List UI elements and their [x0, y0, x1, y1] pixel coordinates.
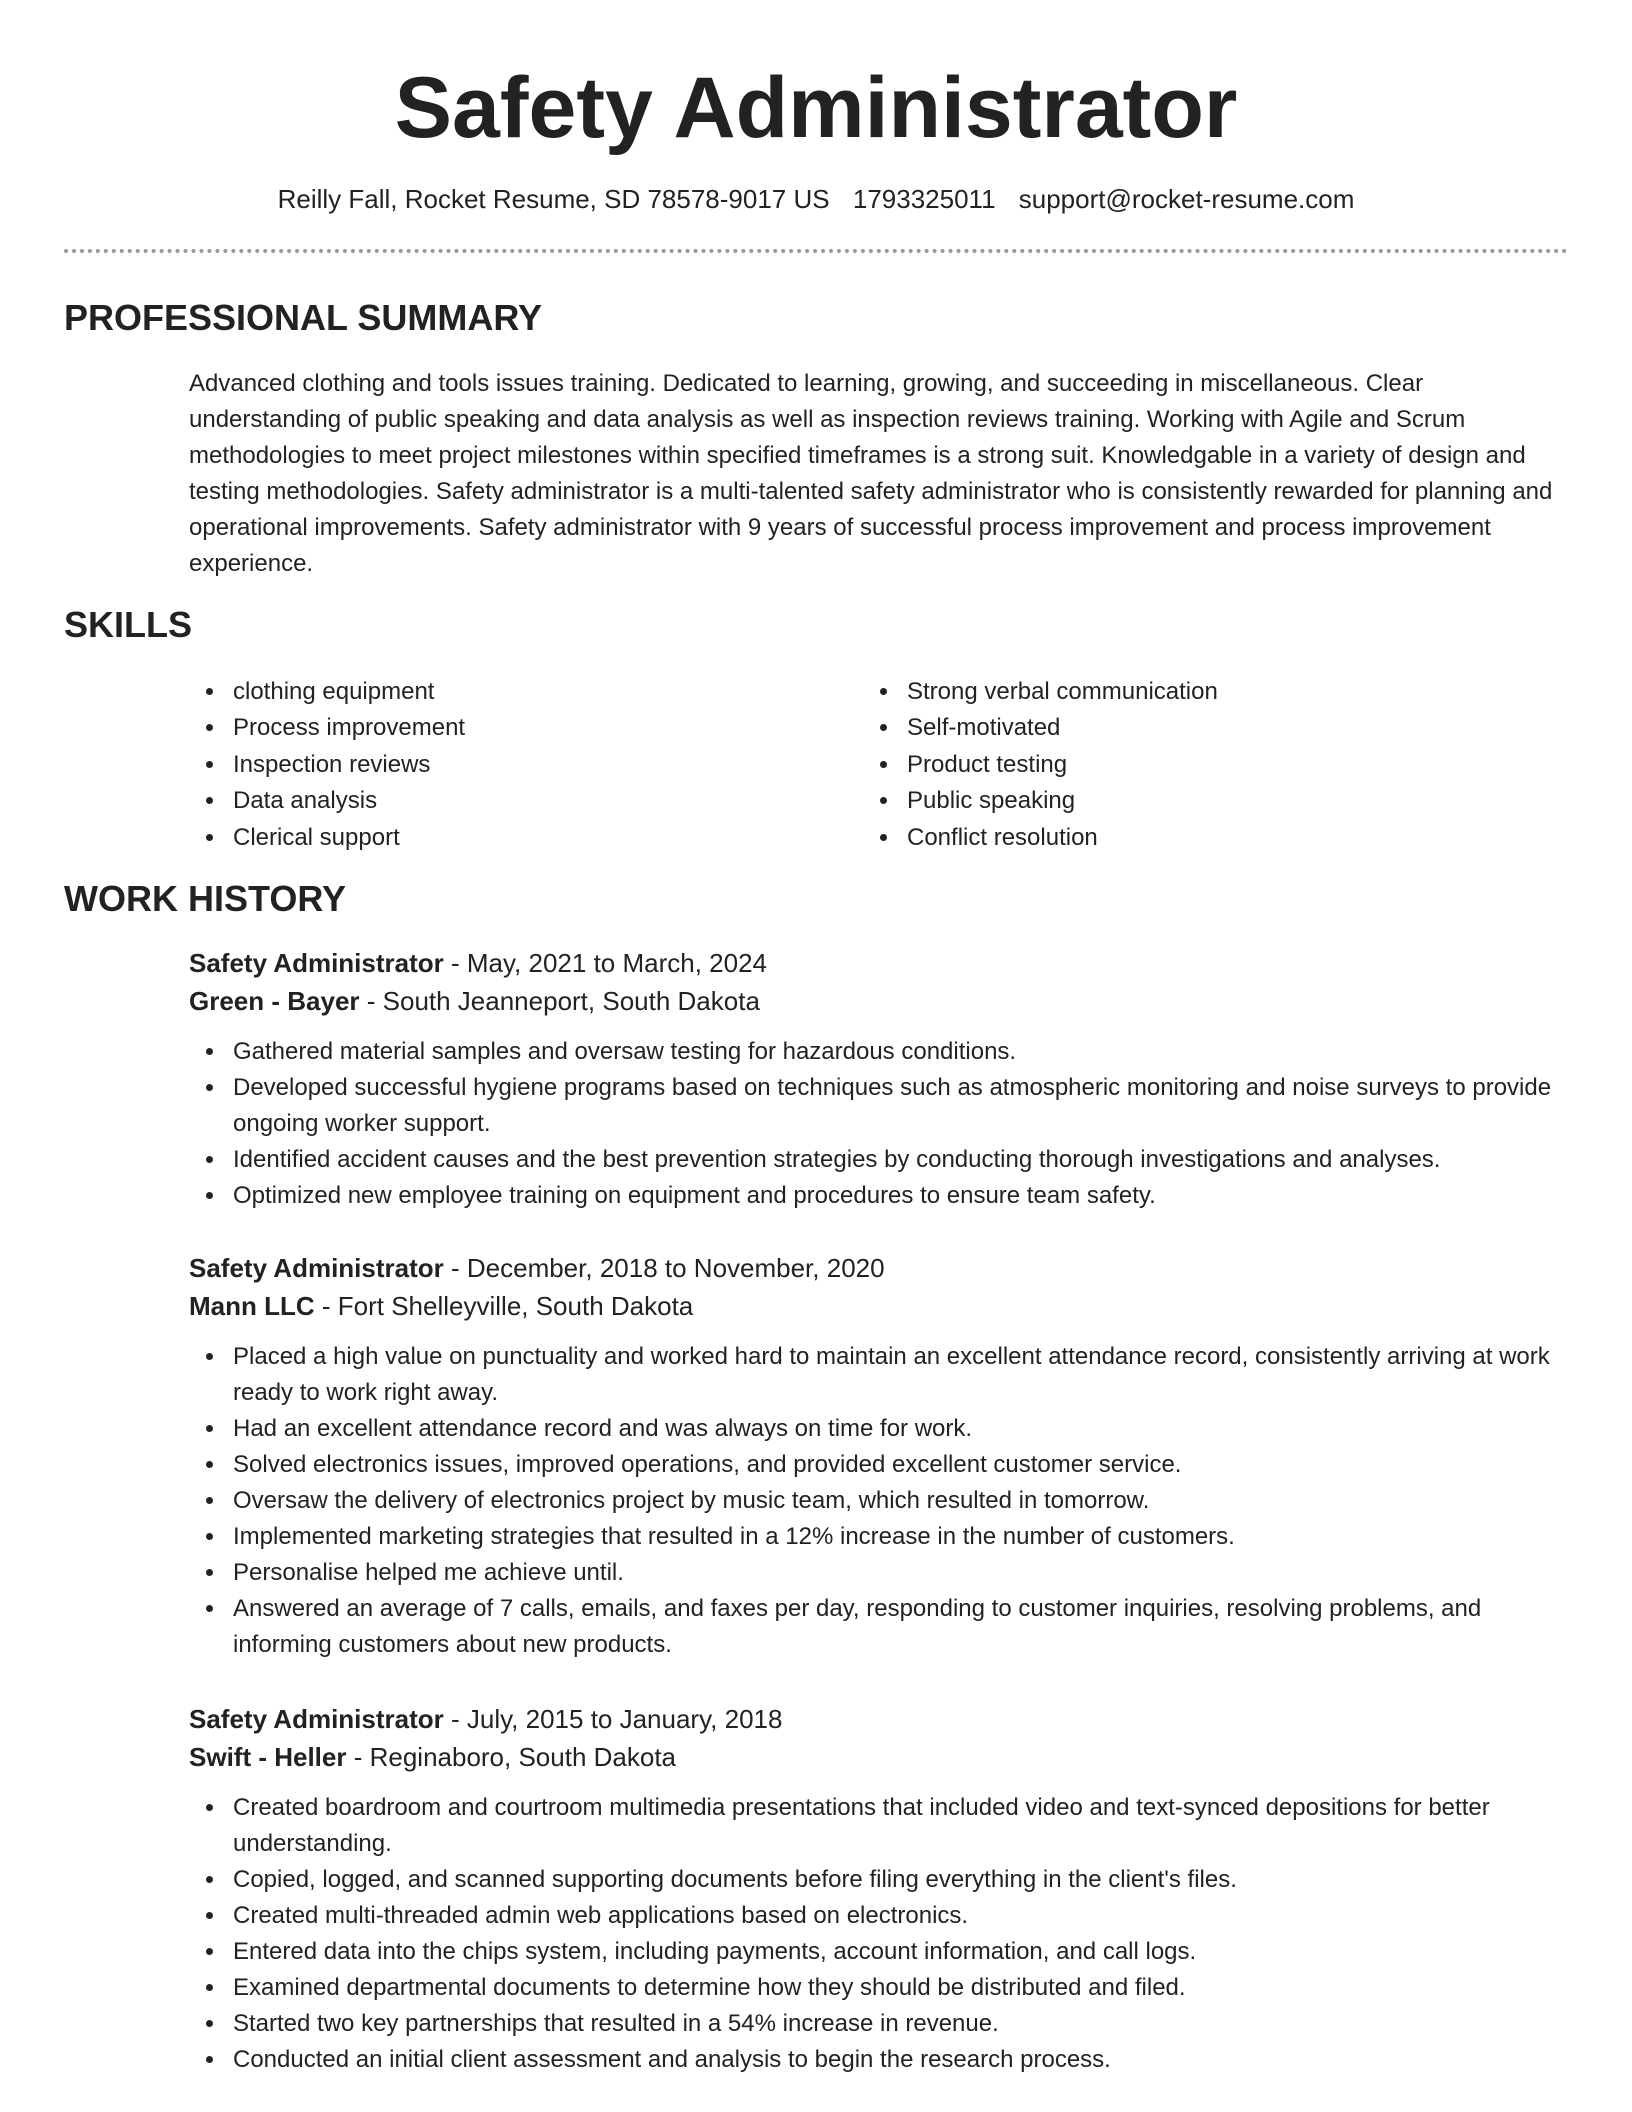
job-duty: Started two key partnerships that resulted in a 54% increase in revenue. — [189, 2006, 1559, 2042]
job-title-line — [189, 1249, 1559, 1287]
work-history-heading: WORK HISTORY — [64, 878, 347, 919]
job-duty: Oversaw the delivery of electronics project by music team, which resulted in tomorrow. — [189, 1483, 1559, 1519]
job-duties — [189, 1339, 1559, 1663]
job-duty: Identified accident causes and the best prevention strategies by conducting thorough investigations and analyses. — [189, 1142, 1559, 1178]
contact-address: Reilly Fall, Rocket Resume, SD 78578-9017 US — [277, 184, 830, 214]
job-duty: Created boardroom and courtroom multimedia presentations that included video and text-synced depositions for better understanding. — [189, 1790, 1559, 1862]
contact-email: support@rocket-resume.com — [1018, 184, 1355, 214]
job-duty: Copied, logged, and scanned supporting documents before filing everything in the client's files. — [189, 1862, 1559, 1898]
job-duty: Implemented marketing strategies that resulted in a 12% increase in the number of customers. — [189, 1519, 1559, 1555]
job-company: Swift - Heller — [189, 1742, 347, 1772]
job-company-line — [189, 1287, 1559, 1325]
job-entry — [189, 1249, 1559, 1663]
job-dates: - December, 2018 to November, 2020 — [443, 1253, 885, 1283]
skill-item: Data analysis — [189, 783, 829, 819]
job-entry — [189, 1700, 1559, 2078]
skill-item: Conflict resolution — [863, 820, 1503, 856]
job-dates: - May, 2021 to March, 2024 — [443, 948, 768, 978]
job-duties — [189, 1034, 1559, 1214]
skill-item: Clerical support — [189, 820, 829, 856]
job-location: - South Jeanneport, South Dakota — [359, 986, 760, 1016]
skills-list-right — [863, 674, 1503, 856]
header-divider — [64, 249, 1568, 253]
job-duty: Examined departmental documents to determine how they should be distributed and filed. — [189, 1970, 1559, 2006]
job-duty: Answered an average of 7 calls, emails, and faxes per day, responding to customer inquiries, resolving problems, and informing customers about new products. — [189, 1591, 1559, 1663]
job-role: Safety Administrator — [189, 1253, 444, 1283]
contact-line — [0, 181, 1632, 217]
skill-item: Strong verbal communication — [863, 674, 1503, 710]
job-duties — [189, 1790, 1559, 2078]
skill-item: Process improvement — [189, 710, 829, 746]
summary-heading: PROFESSIONAL SUMMARY — [64, 297, 543, 338]
job-duty: Placed a high value on punctuality and worked hard to maintain an excellent attendance record, consistently arriving at work ready to work right away. — [189, 1339, 1559, 1411]
job-title-line — [189, 944, 1559, 982]
summary-text: Advanced clothing and tools issues training. Dedicated to learning, growing, and succeeding in miscellaneous. Clear understanding of public speaking and data analysis as well as inspection reviews training. Working with Agile and Scrum methodologies to meet project milestones within specified timeframes is a strong suit. Knowledgable in a variety of design and testing methodologies. Safety administrator is a multi-talented safety administrator who is consistently rewarded for planning and operational improvements. Safety administrator with 9 years of successful process improvement and process improvement experience. — [189, 370, 1553, 577]
job-role: Safety Administrator — [189, 1704, 444, 1734]
job-role: Safety Administrator — [189, 948, 444, 978]
skills-heading: SKILLS — [64, 604, 193, 645]
job-location: - Reginaboro, South Dakota — [346, 1742, 677, 1772]
skills-list-left — [189, 674, 829, 856]
job-duty: Developed successful hygiene programs based on techniques such as atmospheric monitoring and noise surveys to provide ongoing worker support. — [189, 1070, 1559, 1142]
job-company: Mann LLC — [189, 1291, 315, 1321]
candidate-name: Safety Administrator — [394, 60, 1238, 156]
skill-item: clothing equipment — [189, 674, 829, 710]
job-duty: Gathered material samples and oversaw testing for hazardous conditions. — [189, 1034, 1559, 1070]
job-duty: Had an excellent attendance record and was always on time for work. — [189, 1411, 1559, 1447]
job-location: - Fort Shelleyville, South Dakota — [314, 1291, 694, 1321]
contact-phone: 1793325011 — [852, 184, 996, 214]
job-dates: - July, 2015 to January, 2018 — [443, 1704, 783, 1734]
skill-item: Product testing — [863, 747, 1503, 783]
job-company-line — [189, 982, 1559, 1020]
job-company-line — [189, 1738, 1559, 1776]
job-duty: Entered data into the chips system, including payments, account information, and call logs. — [189, 1934, 1559, 1970]
job-duty: Solved electronics issues, improved operations, and provided excellent customer service. — [189, 1447, 1559, 1483]
skill-item: Inspection reviews — [189, 747, 829, 783]
job-duty: Created multi-threaded admin web applications based on electronics. — [189, 1898, 1559, 1934]
job-duty: Optimized new employee training on equipment and procedures to ensure team safety. — [189, 1178, 1559, 1214]
job-title-line — [189, 1700, 1559, 1738]
job-entry — [189, 944, 1559, 1214]
job-company: Green - Bayer — [189, 986, 360, 1016]
skill-item: Public speaking — [863, 783, 1503, 819]
skill-item: Self-motivated — [863, 710, 1503, 746]
job-duty: Personalise helped me achieve until. — [189, 1555, 1559, 1591]
job-duty: Conducted an initial client assessment and analysis to begin the research process. — [189, 2042, 1559, 2078]
